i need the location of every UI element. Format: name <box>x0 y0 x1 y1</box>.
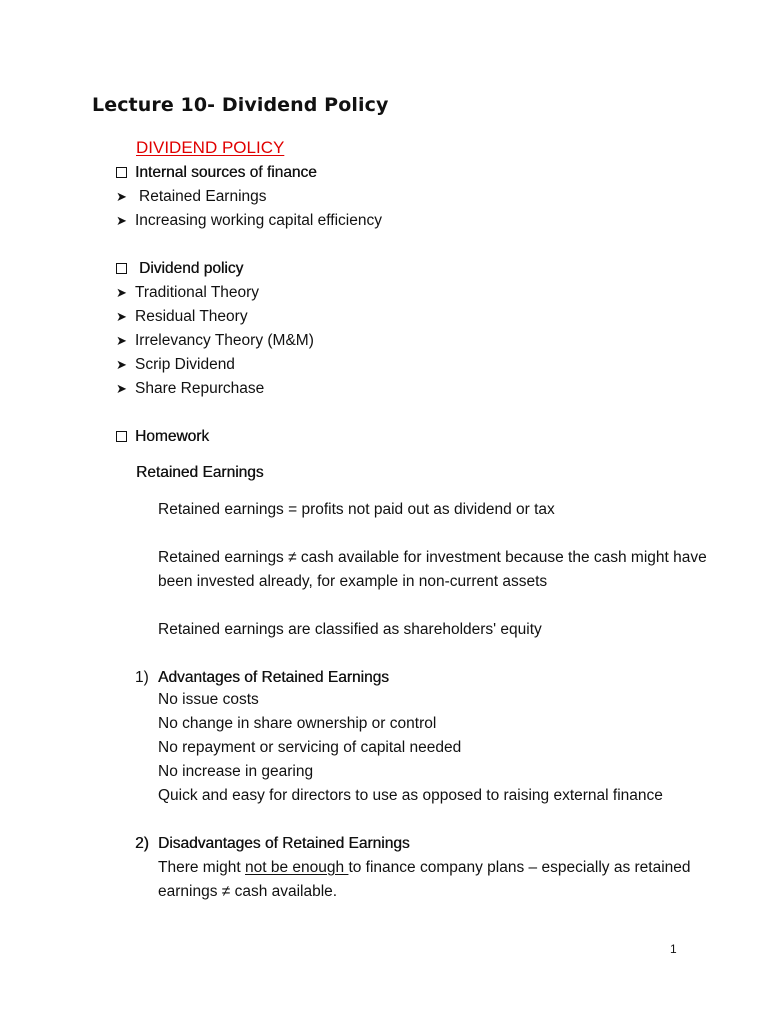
arrow-bullet-icon: ➤ <box>116 333 127 348</box>
arrow-bullet-icon: ➤ <box>116 285 127 300</box>
disadvantages-heading: Disadvantages of Retained Earnings <box>158 835 410 852</box>
paragraph: been invested already, for example in non-current assets <box>158 573 548 590</box>
underlined-text: not be enough <box>245 859 349 876</box>
arrow-bullet-icon: ➤ <box>116 309 127 324</box>
list-item: Quick and easy for directors to use as opposed to raising external finance <box>158 787 663 804</box>
text-run: There might <box>158 859 246 876</box>
dividend-policy-heading: DIVIDEND POLICY <box>136 138 285 157</box>
arrow-bullet-icon: ➤ <box>116 189 127 204</box>
checkbox-icon <box>116 263 127 274</box>
checkbox-icon <box>116 431 127 442</box>
lecture-title: Lecture 10- Dividend Policy <box>92 94 389 116</box>
section-heading: Homework <box>135 428 210 445</box>
checkbox-icon <box>116 167 127 178</box>
list-item: No change in share ownership or control <box>158 715 437 732</box>
paragraph: Retained earnings = profits not paid out as dividend or tax <box>158 501 555 518</box>
advantages-number: 1) <box>135 669 149 686</box>
advantages-heading: Advantages of Retained Earnings <box>158 669 389 686</box>
list-item: No repayment or servicing of capital needed <box>158 739 462 756</box>
page-number: 1 <box>670 942 677 956</box>
arrow-bullet-icon: ➤ <box>116 357 127 372</box>
text-run: to finance company plans – especially as retained <box>348 859 691 876</box>
disadvantages-line <box>158 858 691 878</box>
paragraph: Retained earnings are classified as shareholders' equity <box>158 621 542 638</box>
disadvantages-number: 2) <box>135 835 149 852</box>
list-item-label: Share Repurchase <box>135 380 265 397</box>
disadvantages-line: earnings ≠ cash available. <box>158 883 338 900</box>
list-item-label: Retained Earnings <box>139 188 267 205</box>
paragraph: Retained earnings ≠ cash available for investment because the cash might have <box>158 549 707 566</box>
section-heading: Dividend policy <box>139 260 244 277</box>
list-item-label: Residual Theory <box>135 308 248 325</box>
list-item: No increase in gearing <box>158 763 314 780</box>
section-heading: Internal sources of finance <box>135 164 317 181</box>
list-item-label: Scrip Dividend <box>135 356 235 373</box>
subheading-retained-earnings: Retained Earnings <box>136 464 264 481</box>
list-item: No issue costs <box>158 691 259 708</box>
arrow-bullet-icon: ➤ <box>116 213 127 228</box>
list-item-label: Irrelevancy Theory (M&M) <box>135 332 314 349</box>
list-item-label: Increasing working capital efficiency <box>135 212 382 229</box>
arrow-bullet-icon: ➤ <box>116 381 127 396</box>
list-item-label: Traditional Theory <box>135 284 260 301</box>
